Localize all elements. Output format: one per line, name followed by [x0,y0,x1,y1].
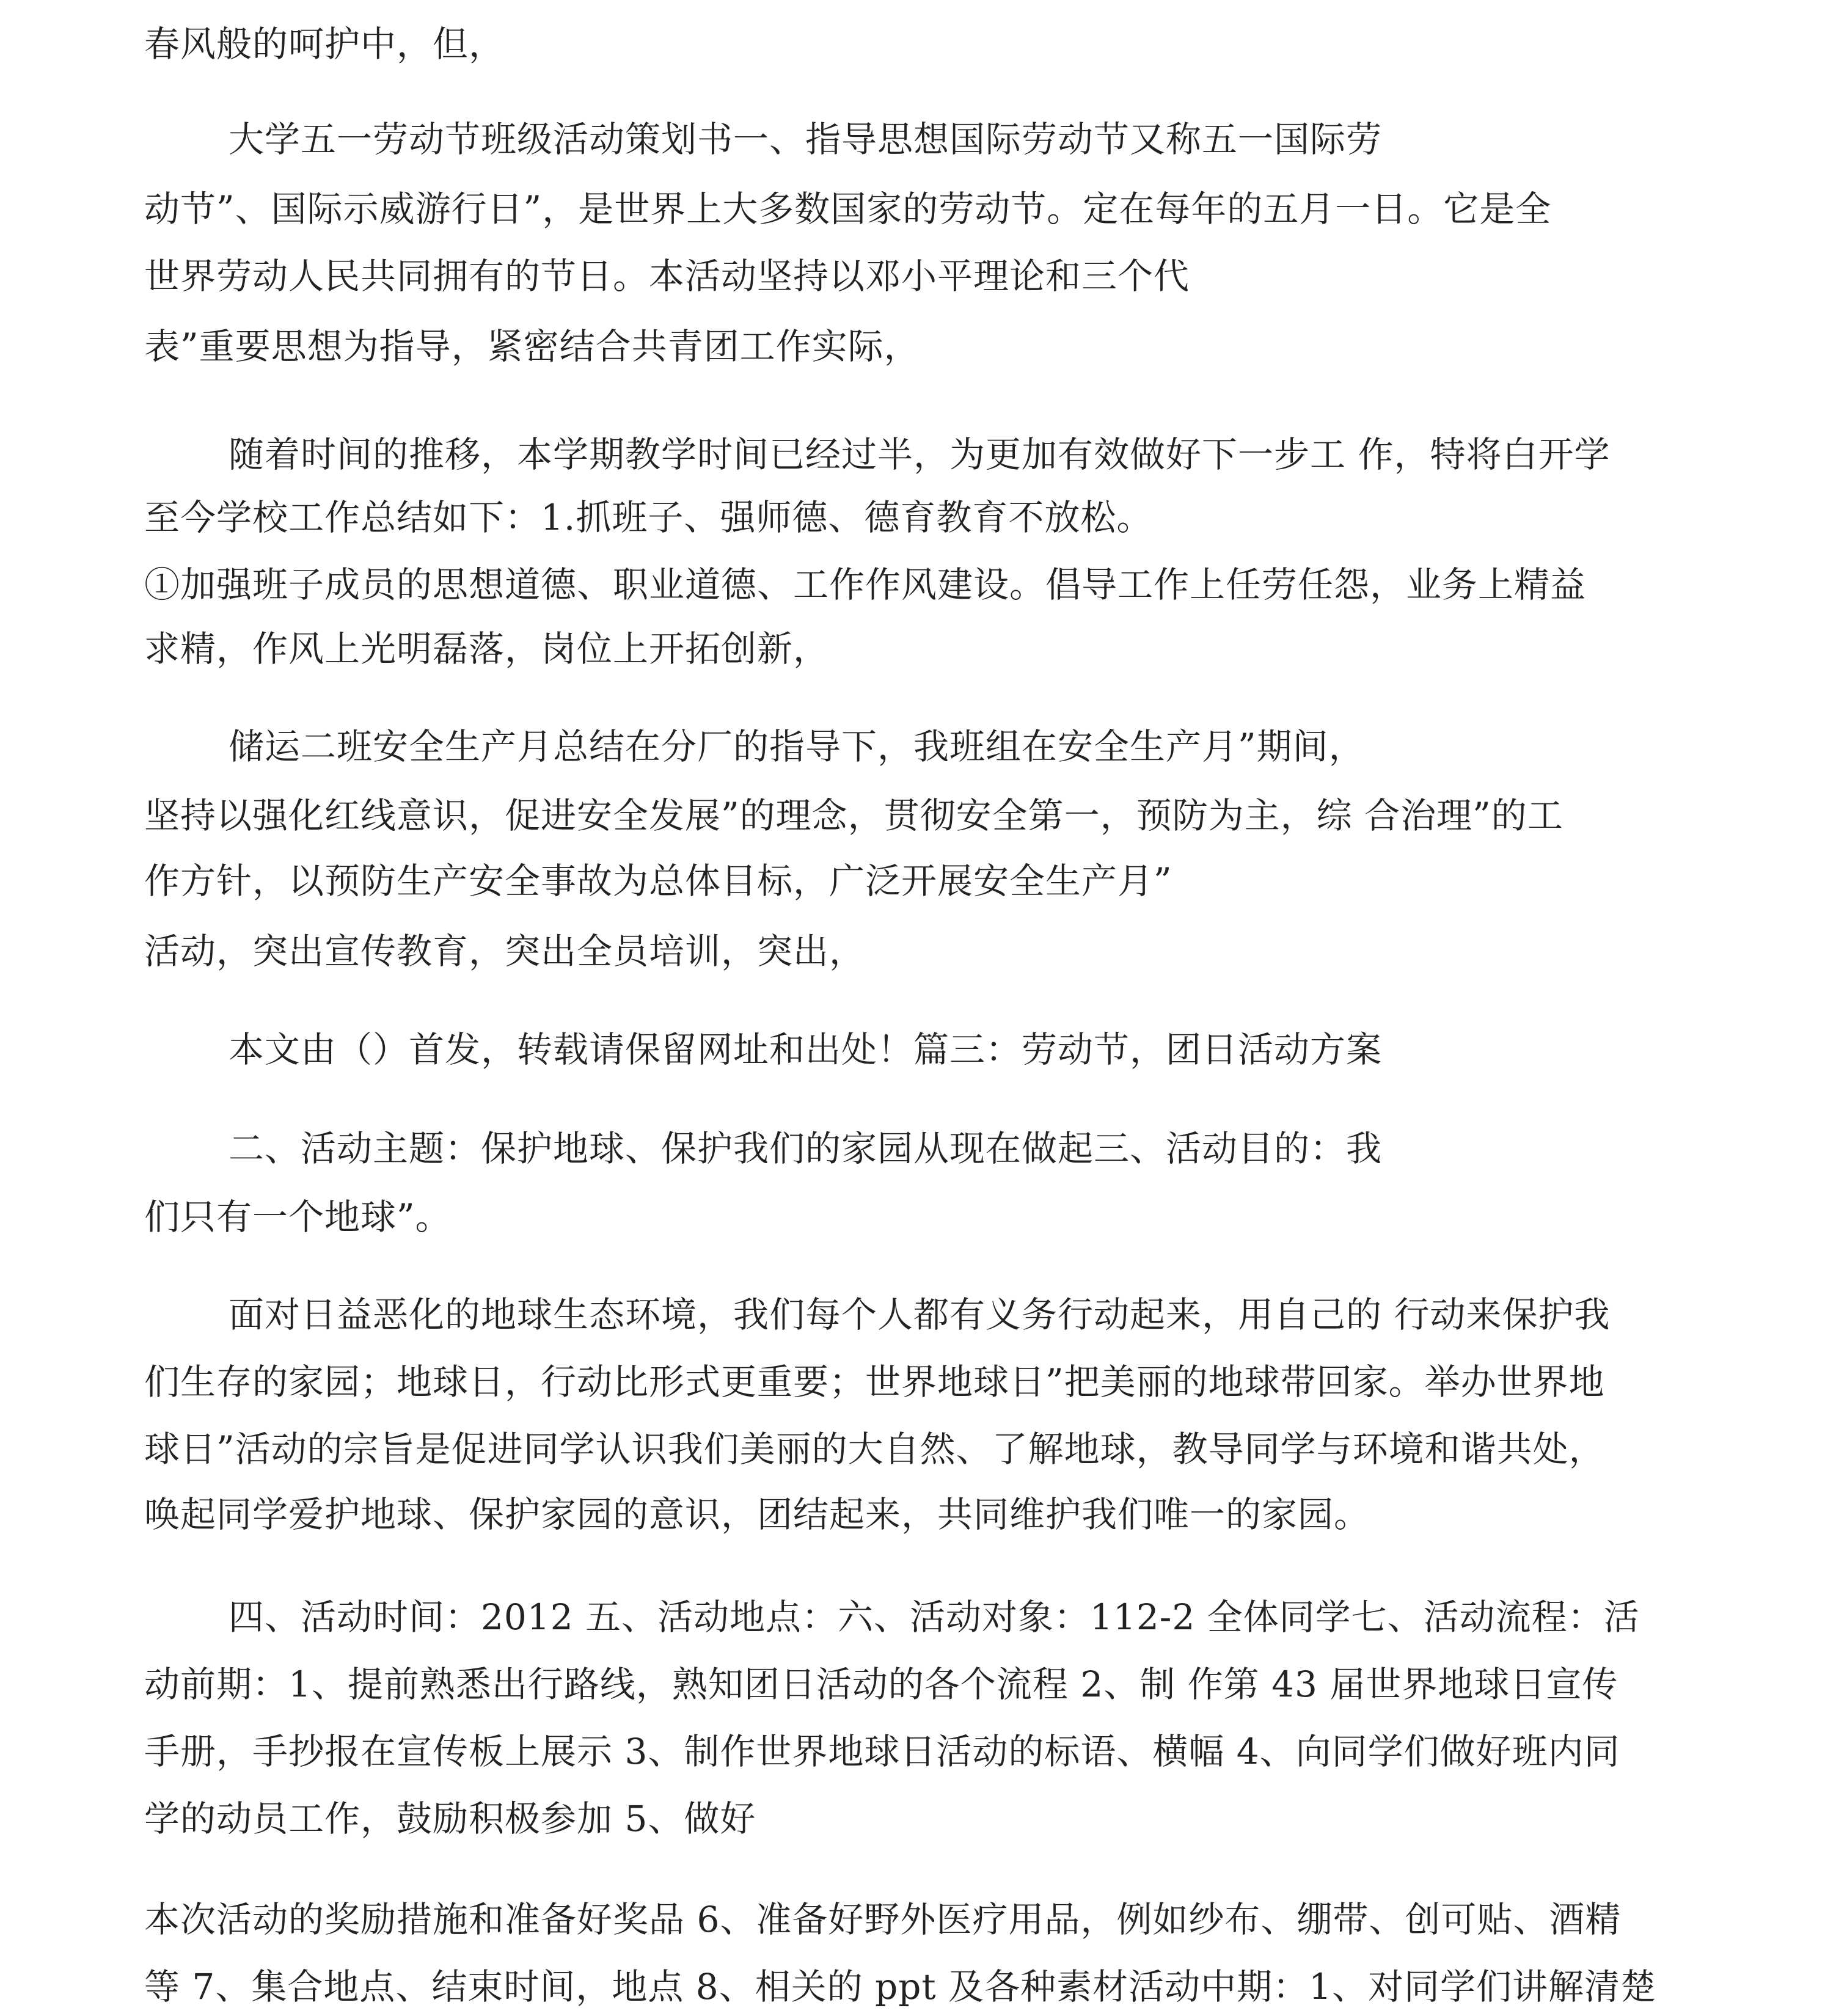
text-line: 大学五一劳动节班级活动策划书一、指导思想国际劳动节又称五一国际劳 [229,119,1383,160]
text-line: 们生存的家园；地球日，行动比形式更重要；世界地球日”把美丽的地球带回家。举办世界地 [144,1361,1605,1403]
text-line: 表”重要思想为指导，紧密结合共青团工作实际， [144,326,920,367]
text-line: 求精，作风上光明磊落，岗位上开拓创新， [144,628,830,670]
text-line: 四、活动时间：2012 五、活动地点：六、活动对象：112-2 全体同学七、活动流程：活 [229,1596,1640,1638]
text-line: 手册，手抄报在宣传板上展示 3、制作世界地球日活动的标语、横幅 4、向同学们做好班内同 [144,1731,1620,1772]
text-line: 动前期：1、提前熟悉出行路线，熟知团日活动的各个流程 2、制 作第 43 届世界地球日宣传 [144,1664,1618,1705]
text-line: 春风般的呵护中，但， [144,23,505,65]
text-line: 等 7、集合地点、结束时间，地点 8、相关的 ppt 及各种素材活动中期：1、对同学们讲解清楚 [144,1966,1657,2007]
text-line: ①加强班子成员的思想道德、职业道德、工作作风建设。倡导工作上任劳任怨，业务上精益 [144,564,1587,605]
text-line: 坚持以强化红线意识，促进安全发展”的理念，贯彻安全第一，预防为主，综 合治理”的工 [144,795,1564,836]
text-line: 作方针，以预防生产安全事故为总体目标，广泛开展安全生产月” [144,860,1172,902]
text-line: 唤起同学爱护地球、保护家园的意识，团结起来，共同维护我们唯一的家园。 [144,1494,1370,1535]
text-line: 随着时间的推移，本学期教学时间已经过半，为更加有效做好下一步工 作，特将白开学 [229,434,1611,475]
text-line: 本次活动的奖励措施和准备好奖品 6、准备好野外医疗用品，例如纱布、绷带、创可贴、酒精 [144,1899,1622,1940]
text-line: 球日”活动的宗旨是促进同学认识我们美丽的大自然、了解地球，教导同学与环境和谐共处， [144,1428,1605,1470]
text-line: 世界劳动人民共同拥有的节日。本活动坚持以邓小平理论和三个代 [144,255,1190,297]
text-line: 学的动员工作，鼓励积极参加 5、做好 [144,1798,756,1839]
text-line: 活动，突出宣传教育，突出全员培训，突出， [144,930,866,972]
text-line: 面对日益恶化的地球生态环境，我们每个人都有义务行动起来，用自己的 行动来保护我 [229,1294,1611,1335]
text-line: 储运二班安全生产月总结在分厂的指导下，我班组在安全生产月”期间， [229,726,1365,767]
text-line: 动节”、国际示威游行日”，是世界上大多数国家的劳动节。定在每年的五月一日。它是全 [144,188,1552,230]
text-line: 至今学校工作总结如下：1.抓班子、强师德、德育教育不放松。 [144,497,1153,538]
text-line: 本文由（）首发，转载请保留网址和出处！篇三：劳动节，团日活动方案 [229,1029,1383,1070]
text-line: 二、活动主题：保护地球、保护我们的家园从现在做起三、活动目的：我 [229,1128,1383,1169]
text-line: 们只有一个地球”。 [144,1196,452,1238]
